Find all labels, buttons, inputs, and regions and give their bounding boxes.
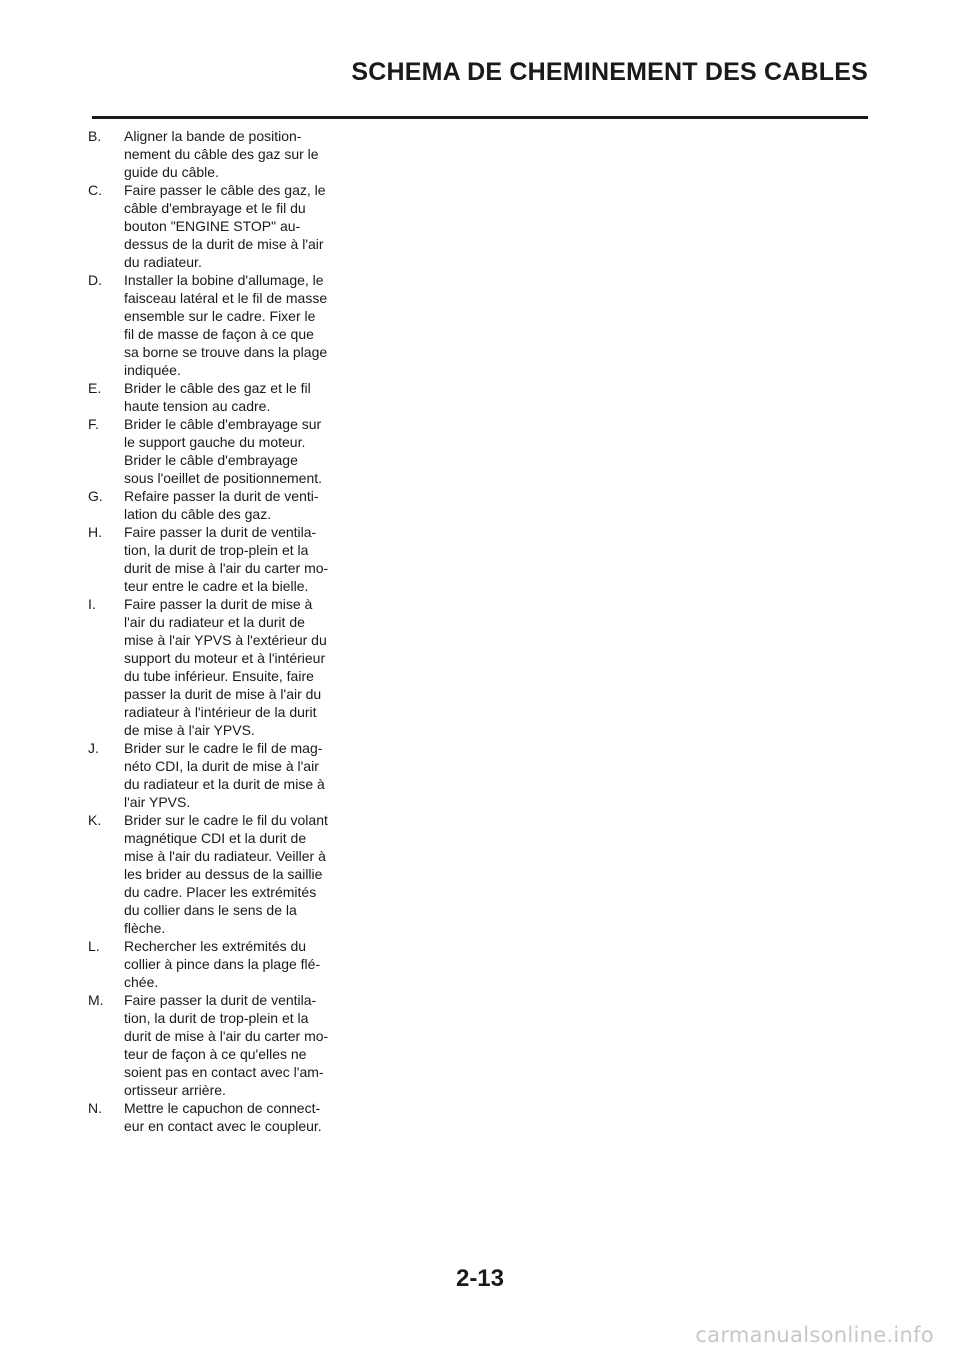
instruction-text-line: ortisseur arrière.	[124, 1082, 226, 1098]
instruction-text-line: Brider sur le cadre le fil du volant	[124, 812, 328, 828]
instruction-text	[124, 127, 338, 181]
instruction-text-line: Brider le câble d'embrayage sur	[124, 416, 322, 432]
instruction-text-line: Installer la bobine d'allumage, le	[124, 272, 324, 288]
instruction-letter: H.	[88, 524, 102, 540]
instruction-text-line: les brider au dessus de la saillie	[124, 866, 323, 882]
instruction-item	[88, 739, 338, 811]
instruction-text-line: mise à l'air du radiateur. Veiller à	[124, 848, 326, 864]
instruction-item	[88, 181, 338, 271]
instruction-text-line: Faire passer le câble des gaz, le	[124, 182, 326, 198]
instruction-text	[124, 181, 338, 271]
instruction-text-line: Rechercher les extrémités du	[124, 938, 307, 954]
instruction-text-line: guide du câble.	[124, 164, 219, 180]
instruction-item	[88, 487, 338, 523]
title-divider	[92, 116, 868, 119]
instruction-text	[124, 271, 338, 379]
instruction-text-line: collier à pince dans la plage flé-	[124, 956, 321, 972]
instruction-text-line: Brider le câble d'embrayage	[124, 452, 298, 468]
instruction-text-line: tion, la durit de trop-plein et la	[124, 1010, 309, 1026]
page-number: 2-13	[455, 1265, 505, 1292]
instruction-item	[88, 937, 338, 991]
instruction-text	[124, 487, 338, 523]
instruction-letter: M.	[88, 992, 104, 1008]
instruction-item	[88, 415, 338, 487]
instruction-text-line: sa borne se trouve dans la plage	[124, 344, 328, 360]
instruction-text-line: flèche.	[124, 920, 166, 936]
instruction-text-line: faisceau latéral et le fil de masse	[124, 290, 328, 306]
instruction-text-line: câble d'embrayage et le fil du	[124, 200, 306, 216]
instruction-text-line: Faire passer la durit de ventila-	[124, 524, 317, 540]
instruction-text-line: fil de masse de façon à ce que	[124, 326, 314, 342]
instruction-text-line: Aligner la bande de position-	[124, 128, 302, 144]
instruction-text-line: du tube inférieur. Ensuite, faire	[124, 668, 314, 684]
page-title: SCHEMA DE CHEMINEMENT DES CABLES	[351, 58, 868, 86]
watermark: carmanualsonline.info	[695, 1323, 934, 1347]
instruction-text	[124, 379, 338, 415]
instruction-text-line: nement du câble des gaz sur le	[124, 146, 319, 162]
instruction-letter: I.	[88, 596, 96, 612]
instruction-letter: K.	[88, 812, 102, 828]
instruction-text-line: Brider sur le cadre le fil de mag-	[124, 740, 323, 756]
instruction-text	[124, 523, 338, 595]
instruction-text-line: Mettre le capuchon de connect-	[124, 1100, 321, 1116]
instruction-text-line: passer la durit de mise à l'air du	[124, 686, 322, 702]
instruction-text-line: Refaire passer la durit de venti-	[124, 488, 319, 504]
instruction-text-line: chée.	[124, 974, 159, 990]
instruction-text-line: eur en contact avec le coupleur.	[124, 1118, 322, 1134]
instruction-letter: J.	[88, 740, 99, 756]
instruction-text-line: Brider le câble des gaz et le fil	[124, 380, 311, 396]
instruction-text-line: soient pas en contact avec l'am-	[124, 1064, 324, 1080]
instruction-text-line: du cadre. Placer les extrémités	[124, 884, 317, 900]
instruction-text	[124, 415, 338, 487]
instruction-text-line: magnétique CDI et la durit de	[124, 830, 307, 846]
instruction-text	[124, 937, 338, 991]
instruction-text-line: de mise à l'air YPVS.	[124, 722, 255, 738]
instruction-text-line: radiateur à l'intérieur de la durit	[124, 704, 317, 720]
instruction-text-line: lation du câble des gaz.	[124, 506, 272, 522]
instruction-text-line: support du moteur et à l'intérieur	[124, 650, 326, 666]
instruction-text-line: sous l'oeillet de positionnement.	[124, 470, 323, 486]
instruction-text-line: tion, la durit de trop-plein et la	[124, 542, 309, 558]
instruction-text-line: mise à l'air YPVS à l'extérieur du	[124, 632, 327, 648]
instruction-text	[124, 811, 338, 937]
instruction-text-line: l'air YPVS.	[124, 794, 191, 810]
instruction-text-line: ensemble sur le cadre. Fixer le	[124, 308, 316, 324]
instruction-text-line: du radiateur.	[124, 254, 202, 270]
instruction-text	[124, 739, 338, 811]
instruction-item	[88, 523, 338, 595]
instruction-text-line: le support gauche du moteur.	[124, 434, 306, 450]
instruction-text	[124, 991, 338, 1099]
instruction-text-line: teur entre le cadre et la bielle.	[124, 578, 309, 594]
instruction-item	[88, 1099, 338, 1135]
instruction-text-line: Faire passer la durit de ventila-	[124, 992, 317, 1008]
instruction-letter: L.	[88, 938, 100, 954]
instruction-item	[88, 595, 338, 739]
instruction-text	[124, 595, 338, 739]
instruction-letter: D.	[88, 272, 102, 288]
instruction-text-line: dessus de la durit de mise à l'air	[124, 236, 324, 252]
instruction-item	[88, 811, 338, 937]
instruction-text-line: durit de mise à l'air du carter mo-	[124, 1028, 329, 1044]
instruction-list	[88, 127, 338, 1135]
instruction-letter: E.	[88, 380, 102, 396]
instruction-text-line: indiquée.	[124, 362, 181, 378]
instruction-item	[88, 379, 338, 415]
instruction-item	[88, 271, 338, 379]
instruction-text-line: néto CDI, la durit de mise à l'air	[124, 758, 319, 774]
instruction-item	[88, 127, 338, 181]
instruction-text-line: du collier dans le sens de la	[124, 902, 297, 918]
instruction-text-line: l'air du radiateur et la durit de	[124, 614, 305, 630]
instruction-text-line: Faire passer la durit de mise à	[124, 596, 313, 612]
instruction-letter: G.	[88, 488, 103, 504]
instruction-text-line: bouton "ENGINE STOP" au-	[124, 218, 301, 234]
instruction-text-line: durit de mise à l'air du carter mo-	[124, 560, 329, 576]
instruction-text	[124, 1099, 338, 1135]
instruction-text-line: teur de façon à ce qu'elles ne	[124, 1046, 307, 1062]
instruction-letter: C.	[88, 182, 102, 198]
instruction-letter: F.	[88, 416, 99, 432]
instruction-letter: N.	[88, 1100, 102, 1116]
instruction-text-line: haute tension au cadre.	[124, 398, 271, 414]
instruction-text-line: du radiateur et la durit de mise à	[124, 776, 325, 792]
instruction-item	[88, 991, 338, 1099]
instruction-letter: B.	[88, 128, 102, 144]
